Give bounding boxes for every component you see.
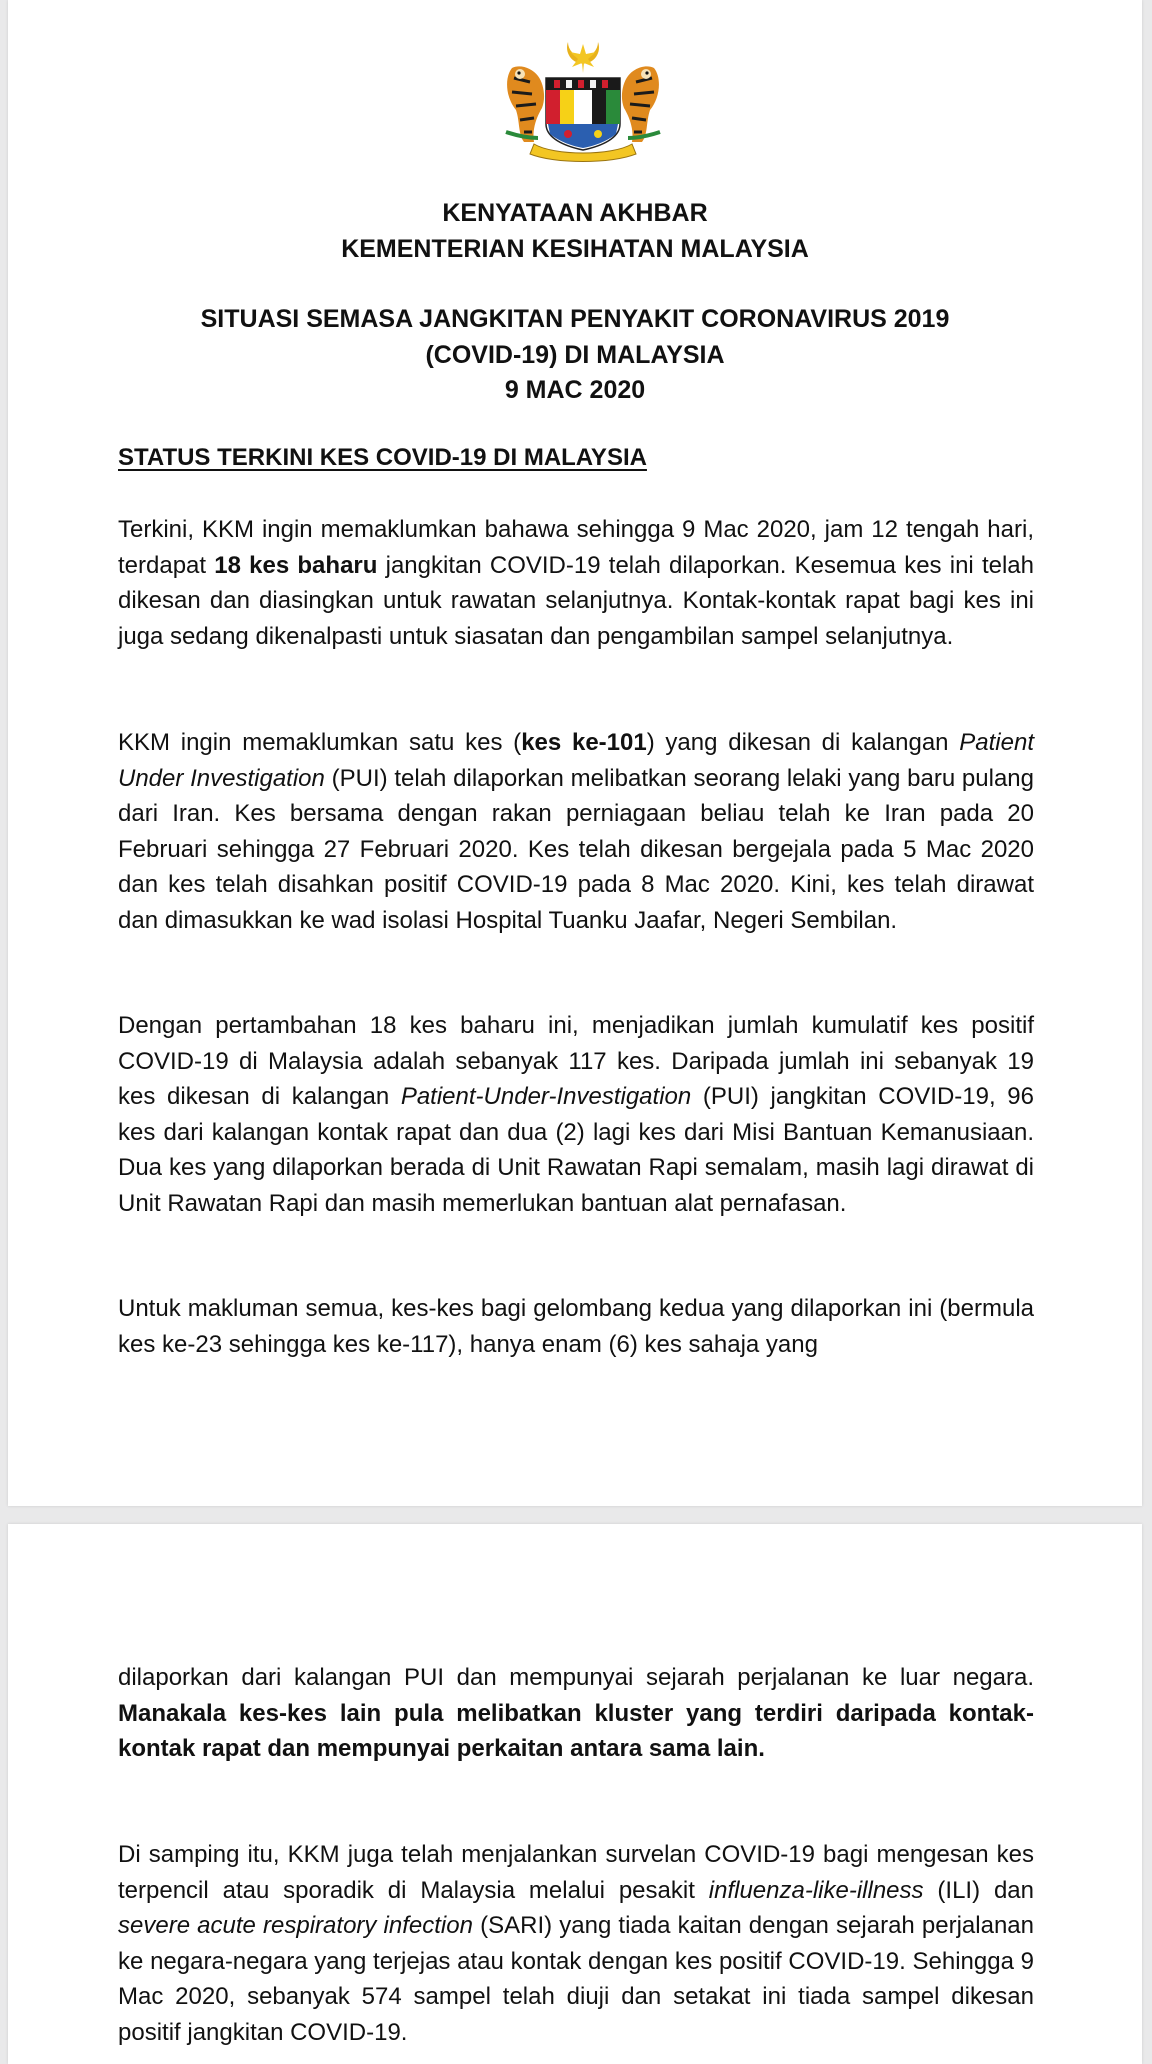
emphasis-new-cases: 18 kes baharu: [214, 551, 378, 579]
document-page-2: [8, 1524, 1142, 2064]
paragraph-3: Dengan pertambahan 18 kes baharu ini, menjadikan jumlah kumulatif kes positif COVID-19 di Malaysia adalah sebanyak 117 kes. Daripada jumlah ini sebanyak 19 kes dikesan di kalangan Patient-Under-Investigation (PUI) jangkitan COVID-19, 96 kes dari kalangan kontak rapat dan dua (2) lagi kes dari Misi Bantuan Kemanusiaan. Dua kes yang dilaporkan berada di Unit Rawatan Rapi semalam, masih lagi dirawat di Unit Rawatan Rapi dan masih memerlukan bantuan alat pernafasan.: [118, 1012, 1034, 1217]
emphasis-cluster: Manakala kes-kes lain pula melibatkan kluster yang terdiri daripada kontak-kontak rapat dan mempunyai perkaitan antara sama lain.: [118, 1699, 1034, 1762]
document-title-line-1: SITUASI SEMASA JANGKITAN PENYAKIT CORONAVIRUS 2019: [200, 305, 950, 333]
press-statement-heading: [8, 196, 1142, 267]
document-title-line-2: (COVID-19) DI MALAYSIA: [425, 340, 725, 369]
malaysia-coat-of-arms-icon: [498, 38, 668, 162]
italic-term: influenza-like-illness: [708, 1876, 924, 1904]
paragraph-6: Di samping itu, KKM juga telah menjalankan survelan COVID-19 bagi mengesan kes terpencil atau sporadik di Malaysia melalui pesakit influenza-like-illness (ILI) dan severe acute respiratory infection (SARI) yang tiada kaitan dengan sejarah perjalanan ke negara-negara yang terjejas atau kontak dengan kes positif COVID-19. Sehingga 9 Mac 2020, sebanyak 574 sampel telah diuji dan setakat ini tiada sampel dikesan positif jangkitan COVID-19.: [118, 1841, 1035, 2046]
italic-term: Patient Under Investigation: [118, 729, 1034, 792]
ministry-name: KEMENTERIAN KESIHATAN MALAYSIA: [341, 234, 809, 263]
italic-term: severe acute respiratory infection: [118, 1912, 473, 1939]
document-date: 9 MAC 2020: [504, 376, 646, 404]
document-title: [8, 302, 1142, 409]
section-title: STATUS TERKINI KES COVID-19 DI MALAYSIA: [118, 444, 647, 471]
press-statement-title: KENYATAAN AKHBAR: [442, 199, 708, 227]
paragraph-5: dilaporkan dari kalangan PUI dan mempunyai sejarah perjalanan ke luar negara. Manakala kes-kes lain pula melibatkan kluster yang terdiri daripada kontak-kontak rapat dan mempunyai perkaitan antara sama lain.: [118, 1664, 1034, 1762]
document-page-1: [8, 0, 1142, 1506]
emphasis-case-number: kes ke-101: [521, 729, 647, 756]
paragraph-1: Terkini, KKM ingin memaklumkan bahawa sehingga 9 Mac 2020, jam 12 tengah hari, terdapat 18 kes baharu jangkitan COVID-19 telah dilaporkan. Kesemua kes ini telah dikesan dan diasingkan untuk rawatan selanjutnya. Kontak-kontak rapat bagi kes ini juga sedang dikenalpasti untuk siasatan dan pengambilan sampel selanjutnya.: [118, 516, 1035, 650]
paragraph-2: KKM ingin memaklumkan satu kes (kes ke-101) yang dikesan di kalangan Patient Under Investigation (PUI) telah dilaporkan melibatkan seorang lelaki yang baru pulang dari Iran. Kes bersama dengan rakan perniagaan beliau telah ke Iran pada 20 Februari sehingga 27 Februari 2020. Kes telah dikesan bergejala pada 5 Mac 2020 dan kes telah disahkan positif COVID-19 pada 8 Mac 2020. Kini, kes telah dirawat dan dimasukkan ke wad isolasi Hospital Tuanku Jaafar, Negeri Sembilan.: [118, 729, 1034, 934]
italic-term: Patient-Under-Investigation: [400, 1083, 692, 1110]
paragraph-4: Untuk makluman semua, kes-kes bagi gelombang kedua yang dilaporkan ini (bermula kes ke-23 sehingga kes ke-117), hanya enam (6) kes sahaja yang: [118, 1295, 1034, 1358]
